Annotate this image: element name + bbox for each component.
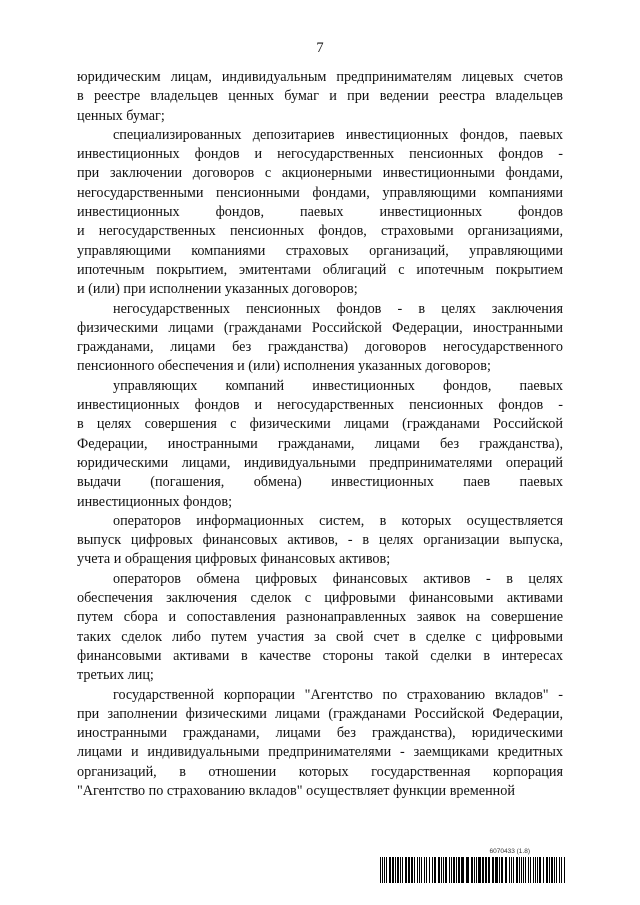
text-line: физическими лицами (гражданами Российской Федерации, иностранными bbox=[77, 319, 563, 336]
text-line: "Агентство по страхованию вкладов" осуществляет функции временной bbox=[77, 782, 515, 799]
barcode-bar bbox=[400, 857, 401, 883]
barcode-bar bbox=[513, 857, 514, 883]
barcode-bar bbox=[482, 857, 484, 883]
barcode-bar bbox=[564, 857, 565, 883]
paragraph bbox=[77, 686, 563, 802]
barcode-bar bbox=[556, 857, 557, 883]
text-line: при заключении договоров с акционерными инвестиционными фондами, bbox=[77, 165, 563, 182]
barcode-bar bbox=[485, 857, 487, 883]
barcode-bar bbox=[505, 857, 507, 883]
text-line: Федерации, иностранными гражданами, лицами без гражданства), bbox=[77, 435, 563, 452]
barcode-bar bbox=[389, 857, 391, 883]
barcode-bar bbox=[453, 857, 455, 883]
text-line: путем сбора и сопоставления разнонаправленных заявок на совершение bbox=[77, 609, 563, 626]
barcode-bar bbox=[539, 857, 541, 883]
paragraph bbox=[77, 512, 563, 570]
barcode-bar bbox=[549, 857, 550, 883]
barcode-bar bbox=[421, 857, 422, 883]
text-line: иностранными гражданами, лицами без гражданства), юридическими bbox=[77, 725, 563, 742]
barcode-bar bbox=[499, 857, 500, 883]
barcode-bar bbox=[551, 857, 553, 883]
barcode-bar bbox=[458, 857, 460, 883]
text-line: управляющими компаниями страховых организаций, управляющими bbox=[77, 242, 563, 259]
text-line: таких сделок либо путем участия за свой счет в сделке с цифровыми bbox=[77, 628, 563, 645]
text-line: управляющих компаний инвестиционных фондов, паевых bbox=[113, 377, 563, 394]
paragraph bbox=[77, 68, 563, 126]
barcode-bar bbox=[434, 857, 436, 883]
text-line: и (или) при исполнении указанных договоров; bbox=[77, 281, 358, 298]
barcode-label: 6070433 (1.8) bbox=[489, 848, 530, 855]
barcode-bar bbox=[554, 857, 555, 883]
barcode-bar bbox=[380, 857, 381, 883]
paragraph bbox=[77, 126, 563, 300]
text-line: ипотечным покрытием, эмитентами облигаций с ипотечным покрытием bbox=[77, 261, 563, 278]
barcode-bar bbox=[495, 857, 498, 883]
barcode-bar bbox=[443, 857, 444, 883]
text-line: при заполнении физическими лицами (гражданами Российской Федерации, bbox=[77, 705, 563, 722]
text-line: гражданами, лицами без гражданства) договоров негосударственного bbox=[77, 339, 563, 356]
text-line: инвестиционных фондов и негосударственных пенсионных фондов - bbox=[77, 146, 563, 163]
barcode-bar bbox=[449, 857, 450, 883]
barcode-bar bbox=[432, 857, 433, 883]
text-line: выдачи (погашения, обмена) инвестиционных паев паевых bbox=[77, 474, 563, 491]
barcode-bar bbox=[478, 857, 481, 883]
paragraph bbox=[77, 570, 563, 686]
barcode-bar bbox=[392, 857, 394, 883]
text-line: финансовыми активами в качестве стороны такой сделки в интересах bbox=[77, 647, 563, 664]
text-line: учета и обращения цифровых финансовых активов; bbox=[77, 551, 391, 568]
barcode-bar bbox=[530, 857, 531, 883]
barcode-bar bbox=[528, 857, 529, 883]
barcode-bar bbox=[417, 857, 418, 883]
barcode-bar bbox=[414, 857, 415, 883]
barcode-bar bbox=[561, 857, 562, 883]
page-number: 7 bbox=[316, 40, 324, 56]
barcode-bar bbox=[402, 857, 403, 883]
text-line: негосударственными пенсионными фондами, управляющими компаниями bbox=[77, 184, 563, 201]
document-body bbox=[77, 68, 563, 801]
barcode-bar bbox=[521, 857, 522, 883]
barcode-bar bbox=[488, 857, 490, 883]
barcode-bar bbox=[474, 857, 475, 883]
barcode-bar bbox=[424, 857, 425, 883]
barcode-bar bbox=[523, 857, 524, 883]
barcode-bar bbox=[395, 857, 396, 883]
text-line: юридическими лицами, индивидуальными предпринимателями операций bbox=[77, 454, 563, 471]
barcode-bar bbox=[511, 857, 512, 883]
text-line: инвестиционных фондов, паевых инвестиционных фондов bbox=[77, 204, 563, 221]
text-line: негосударственных пенсионных фондов - в целях заключения bbox=[113, 300, 563, 317]
barcode-bar bbox=[441, 857, 442, 883]
barcode-bar bbox=[543, 857, 544, 883]
text-line: пенсионного обеспечения и (или) исполнения указанных договоров; bbox=[77, 358, 491, 375]
barcode-bar bbox=[405, 857, 407, 883]
barcode-bar bbox=[456, 857, 457, 883]
barcode-bar bbox=[429, 857, 430, 883]
barcode-bar bbox=[492, 857, 494, 883]
barcode-bar bbox=[537, 857, 538, 883]
text-line: выпуск цифровых финансовых активов, - в целях организации выпуска, bbox=[77, 532, 563, 549]
barcode-bar bbox=[386, 857, 387, 883]
text-line: инвестиционных фондов и негосударственных пенсионных фондов - bbox=[77, 397, 563, 414]
text-line: операторов информационных систем, в которых осуществляется bbox=[113, 512, 563, 529]
barcode-bar bbox=[426, 857, 427, 883]
text-line: организаций, в отношении которых государственная корпорация bbox=[77, 763, 563, 780]
barcode-bar bbox=[384, 857, 385, 883]
barcode-bar bbox=[382, 857, 383, 883]
barcode-bar bbox=[461, 857, 464, 883]
barcode-bar bbox=[535, 857, 536, 883]
barcode-bar bbox=[451, 857, 452, 883]
barcode-bar bbox=[516, 857, 518, 883]
text-line: инвестиционных фондов; bbox=[77, 493, 233, 510]
barcode-bar bbox=[476, 857, 477, 883]
barcode-bar bbox=[397, 857, 399, 883]
barcode-bar bbox=[533, 857, 534, 883]
text-line: специализированных депозитариев инвестиционных фондов, паевых bbox=[113, 126, 563, 143]
paragraph bbox=[77, 300, 563, 377]
text-line: операторов обмена цифровых финансовых активов - в целях bbox=[113, 570, 563, 587]
barcode-bar bbox=[445, 857, 447, 883]
barcode-block bbox=[380, 848, 566, 888]
text-line: в целях совершения с физическими лицами (гражданами Российской bbox=[77, 416, 563, 433]
barcode-bar bbox=[411, 857, 413, 883]
text-line: и негосударственных пенсионных фондов, страховыми организациями, bbox=[77, 223, 563, 240]
barcode-bar bbox=[509, 857, 510, 883]
barcode-bar bbox=[546, 857, 548, 883]
barcode-icon bbox=[380, 857, 566, 883]
paragraph bbox=[77, 377, 563, 512]
text-line: обеспечения заключения сделок с цифровыми финансовыми активами bbox=[77, 590, 563, 607]
barcode-bar bbox=[501, 857, 503, 883]
text-line: лицами и индивидуальными предпринимателями - заемщиками кредитных bbox=[77, 744, 563, 761]
text-line: юридическим лицам, индивидуальным предпринимателям лицевых счетов bbox=[77, 69, 563, 85]
text-line: государственной корпорации "Агентство по страхованию вкладов" - bbox=[113, 686, 563, 703]
barcode-bar bbox=[519, 857, 520, 883]
barcode-bar bbox=[466, 857, 469, 883]
barcode-bar bbox=[471, 857, 473, 883]
text-line: в реестре владельцев ценных бумаг и при ведении реестра владельцев bbox=[77, 88, 563, 105]
barcode-bar bbox=[525, 857, 526, 883]
text-line: третьих лиц; bbox=[77, 667, 154, 684]
barcode-bar bbox=[419, 857, 420, 883]
barcode-bar bbox=[559, 857, 560, 883]
barcode-bar bbox=[408, 857, 410, 883]
text-line: ценных бумаг; bbox=[77, 107, 165, 124]
barcode-bar bbox=[438, 857, 440, 883]
